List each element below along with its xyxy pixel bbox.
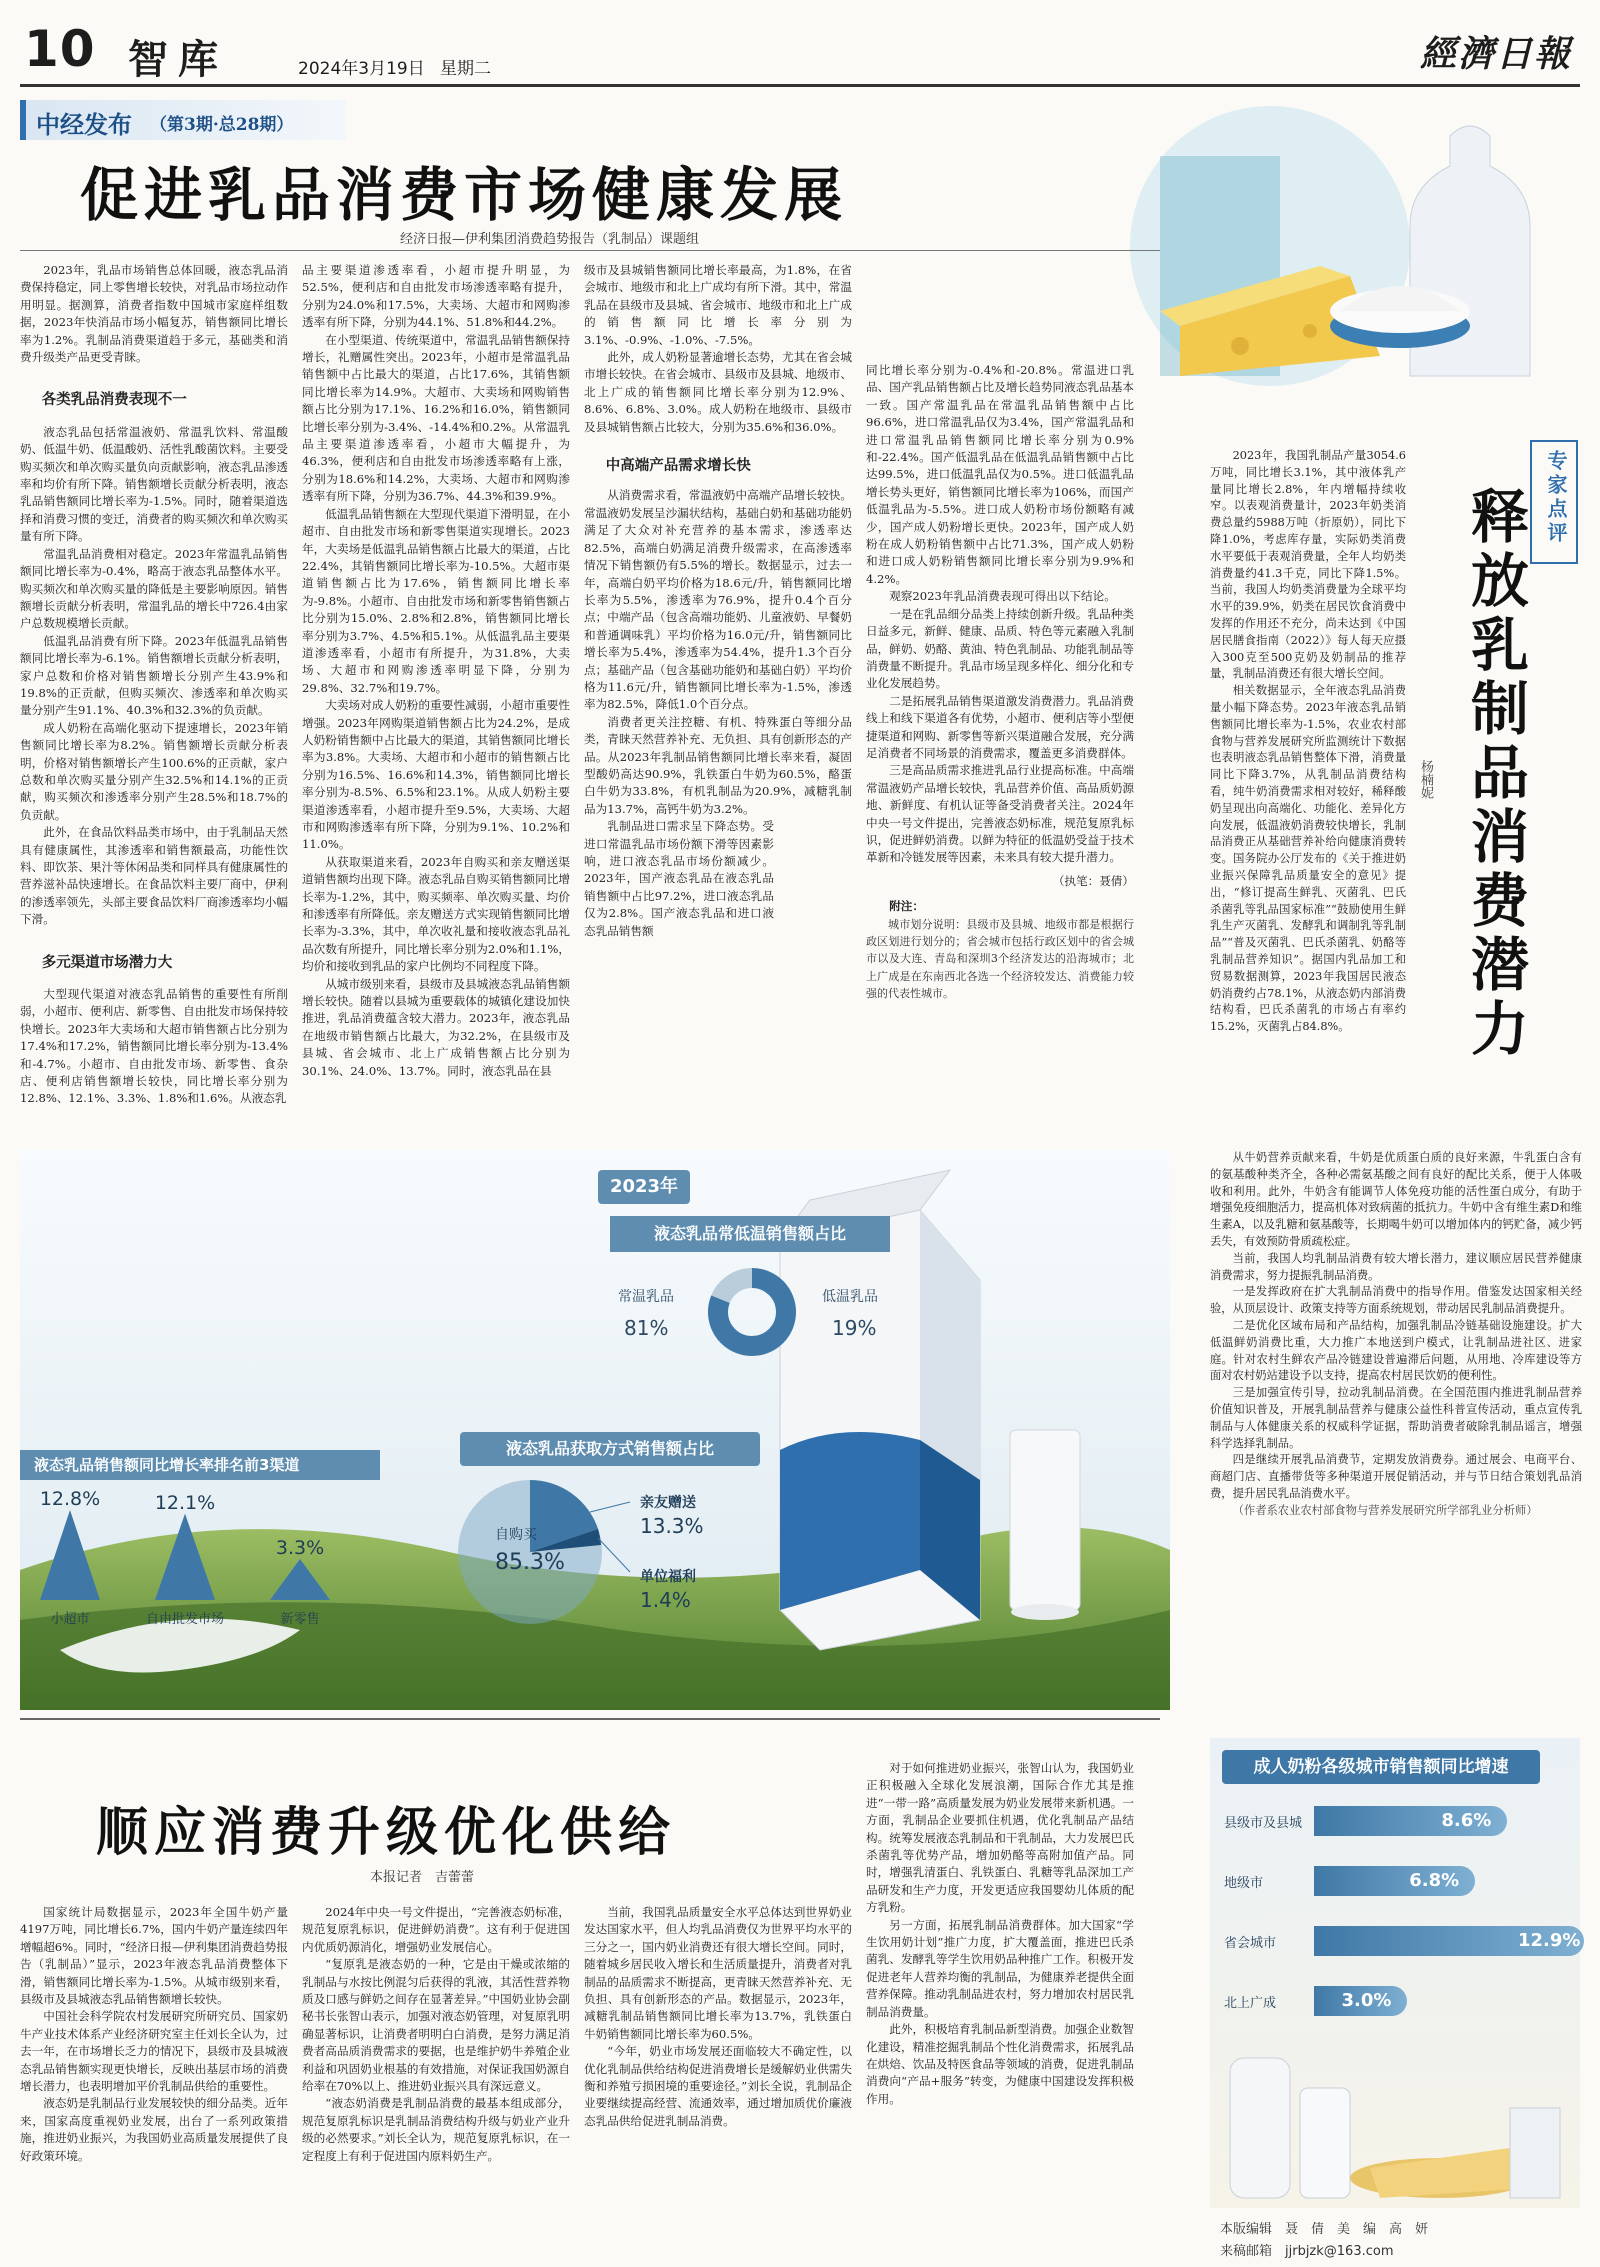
triangle-label: 小超市 xyxy=(50,1612,90,1627)
triangle-value: 12.1% xyxy=(154,1491,216,1514)
column-tag xyxy=(20,100,340,140)
bottom-p2: 中国社会科学院农村发展研究所研究员、国家奶牛产业技术体系产业经济研究室主任刘长全认为，过去一年，在市场增长乏力的情况下，县级市及县城液态乳品销售额实现更快增长，反映出基层市场的消费增长潜力，也表明增加平价乳制品供给的重要性。 xyxy=(20,2009,288,2094)
lead-p4: 成人奶粉在高端化驱动下提速增长，2023年销售额同比增长率为8.2%。销售额增长贡献分析表明，价格对销售额增长产生100.6%的正贡献，家户总数和单次购买量分别产生32.5%和14.1%的正贡献，购买频次和渗透率分别产生28.5%和18.7%的负贡献。 xyxy=(20,720,288,822)
donut-card xyxy=(610,1216,890,1406)
bottom-p5: “复原乳是液态奶的一种，它是由干燥或浓缩的乳制品与水按比例混匀后获得的乳液，其活性营养物质及口感与鲜奶之间存在显著差异。”中国奶业协会副秘书长张智山表示，加强对液态奶管理，对复原乳明确显著标识，让消费者明明白白消费，是努力满足消费者高品质消费需求的要据，也是维护奶牛养殖企业利益和巩固奶业根基的有效措施，对保证我国奶源自给率在70%以上、推进奶业振兴具有深远意义。 xyxy=(302,1957,570,2094)
bottom-title: 顺应消费升级优化供给 xyxy=(96,1802,677,1863)
lead-p6: 大型现代渠道对液态乳品销售的重要性有所削弱，小超市、便利店、新零售、自由批发市场保持较快增长。2023年大卖场和大超市销售额占比分别为17.4%和17.2%，销售额同比增长率分别为-13.4%和-4.7%。小超市、自由批发市场、新零售、食杂店、便利店销售额增长较快，同比增长率分别为12.8%、12.1%、3.3%、1.8%和1.6%。从液态乳 xyxy=(20,987,288,1106)
lead-intro: 2023年，乳品市场销售总体回暖，液态乳品消费保持稳定，同上零售增长较快，对乳品市场拉动作用明显。据测算，消费者指数中国城市家庭样组数据，2023年快消品市场小幅复苏，销售额同比增长率为1.2%。乳制品消费渠道趋于多元，基础类和消费升级类产品更受青睐。 xyxy=(20,263,288,365)
triangle-value: 3.3% xyxy=(275,1536,325,1559)
bottom-p3: 液态奶是乳制品行业发展较快的细分品类。近年来，国家高度重视奶业发展，出台了一系列政策措施，推进奶业振兴，为我国奶业高质量发展提供了良好政策环境。 xyxy=(20,2096,288,2163)
note-title: 附注： xyxy=(889,899,924,914)
lead-p21: 二是拓展乳品销售渠道激发消费潜力。乳品消费线上和线下渠道各有优势，小超市、便利店等小型便捷渠道和网购、新零售等新兴渠道融合发展，充分满足消费者不同场景的消费需求，覆盖更多消费群体。 xyxy=(866,693,1134,760)
acquire-self-label: 自购买 xyxy=(495,1527,537,1543)
acquire-gift-value: 13.3% xyxy=(640,1514,704,1538)
issue-weekday: 星期二 xyxy=(440,59,491,79)
lead-p20: 一是在乳品细分品类上持续创新升级。乳品种类日益多元，新鲜、健康、品质、特色等元素融入乳制品，鲜奶、奶酪、黄油、特色乳制品、功能乳制品等消费量不断提升。乳品市场呈现多样化、细分化和专业化发展趋势。 xyxy=(866,606,1134,691)
masthead xyxy=(0,0,1600,92)
bottom-byline: 本报记者 吉蕾蕾 xyxy=(370,1870,475,1885)
triangle-title: 液态乳品销售额同比增长率排名前3渠道 xyxy=(20,1450,380,1480)
bottom-p9: 对于如何推进奶业振兴，张智山认为，我国奶业正积极融入全球化发展浪潮，国际合作尤其是推进“一带一路”高质量发展为奶业发展带来新机遇。一方面，乳制品企业要抓住机遇，优化乳制品产品结构。统筹发展液态乳制品和干乳制品，大力发展巴氏杀菌乳等优势产品，增加奶酪等高附加值产品。同时，增强乳清蛋白、乳铁蛋白、乳糖等乳品深加工产品研发和生产力度，开发更适应我国婴幼儿体质的配方乳粉。 xyxy=(866,1761,1134,1915)
section-name: 智库 xyxy=(128,36,228,83)
side-p8: 四是继续开展乳品消费节，定期发放消费券。通过展会、电商平台、商超门店、直播带货等多种渠道开展促销活动，并与节日结合策划乳品消费，提升居民乳品消费水平。 xyxy=(1210,1453,1582,1500)
subhead-categories: 各类乳品消费表现不一 xyxy=(41,392,187,409)
side-p1: 2023年，我国乳制品产量3054.6万吨，同比增长3.1%，其中液体乳产量同比增长2.8%，年内增幅持续收窄。以表观消费量计，2023年奶类消费总量约5988万吨（折原奶），同比下降1.0%，考虑库存量，实际奶类消费水平要低于表观消费量，全年人均奶类消费量约41.3千克，同比下降1.5%。当前，我国人均奶类消费量为全球平均水平的39.9%，奶类在居民饮食消费中发挥的作用还不充分，尚未达到《中国居民膳食指南（2022）》每人每天应摄入300克至500克奶及奶制品的推荐量，乳制品消费还有很大增长空间。 xyxy=(1210,449,1406,681)
acquire-welfare-label: 单位福利 xyxy=(640,1569,696,1585)
lead-p19: 观察2023年乳品消费表现可得出以下结论。 xyxy=(889,589,1116,604)
triangle-card xyxy=(20,1450,380,1640)
lead-p5: 此外，在食品饮料品类市场中，由于乳制品天然具有健康属性，其渗透率和销售额最高，功能性饮料、即饮茶、果汁等休闲品类和同样具有健康属性的营养滋补品快速增长。在食品饮料主要厂商中，伊利的渗透率领先，头部主要食品饮料厂商渗透率均小幅下滑。 xyxy=(20,825,288,927)
triangle-item xyxy=(250,1490,350,1640)
year-badge xyxy=(598,1170,690,1204)
city-bar-label: 北上广成 xyxy=(1224,1996,1277,2011)
bottom-column-2 xyxy=(302,1904,570,2244)
donut-right-label: 低温乳品 xyxy=(822,1289,878,1305)
city-bar-card xyxy=(1210,1738,1580,2208)
newspaper-logo: 經濟日報 xyxy=(1420,33,1573,75)
column-tag-name: 中经发布 xyxy=(36,110,132,139)
bottom-section-rule xyxy=(20,1718,1160,1720)
bottom-p7: 当前，我国乳品质量安全水平总体达到世界奶业发达国家水平，但人均乳品消费仅为世界平均水平的三分之一，国内奶业消费还有很大增长空间。同时，随着城乡居民收入增长和生活质量提升，消费者对乳制品的品质需求不断提高，更青睐天然营养补充、无负担、具有创新形态的产品。数据显示，2023年，减糖乳制品销售额同比增长率为13.7%，乳铁蛋白牛奶销售额同比增长率为60.5%。 xyxy=(584,1905,852,2041)
lead-title: 促进乳品消费市场健康发展 xyxy=(80,161,849,229)
lead-column-2 xyxy=(302,262,570,1078)
acquire-title: 液态乳品获取方式销售额占比 xyxy=(460,1432,760,1466)
lead-p18: 同比增长率分别为-0.4%和-20.8%。常温进口乳品、国产乳品销售额占比及增长趋势同液态乳品基本一致。国产常温乳品在常温乳品销售额中占比96.6%，进口常温乳品仅为3.4%，国产常温乳品和进口常温乳品销售额同比增长率分别为0.9%和-22.4%。国产低温乳品在低温乳品销售额中占比达99.5%，进口低温乳品仅为0.5%。进口低温乳品增长势头更好，销售额同比增长率为106%，而国产低温乳品为-5.5%。进口成人奶粉市场份额略有减少，国产成人奶粉增长更快。2023年，国产成人奶粉在成人奶粉销售额中占比71.3%，国产成人奶粉和进口成人奶粉销售额同比增长率分别为9.9%和4.2%。 xyxy=(866,363,1134,586)
lead-column-3 xyxy=(584,262,852,1162)
side-kicker-box xyxy=(1530,440,1578,564)
acquire-gift-label: 亲友赠送 xyxy=(640,1495,696,1511)
city-bar-value: 8.6% xyxy=(1441,1810,1492,1831)
dairy-products-illustration xyxy=(1210,2038,1580,2208)
lead-p10: 大卖场对成人奶粉的重要性减弱，小超市重要性增强。2023年网购渠道销售额占比为24.2%，是成人奶粉销售额中占比最大的渠道，其销售额同比增长率为3.8%。大卖场、大超市和小超市的销售额占比分别为16.5%、16.6%和14.3%，销售额同比增长率分别为-8.5%、6.5%和23.1%。从成人奶粉主要渠道渗透率看，小超市提升至9.5%，大卖场、大超市和网购渗透率有所下降，分别为9.1%、10.2%和11.0%。 xyxy=(302,698,570,852)
triangle-shape xyxy=(155,1514,215,1600)
footer-email: 来稿邮箱 jjrbjzk@163.com xyxy=(1220,2244,1394,2259)
lead-p2: 常温乳品消费相对稳定。2023年常温乳品销售额同比增长率为-0.4%，略高于液态乳品整体水平。购买频次和单次购买量的降低是主要影响原因。销售额增长贡献分析表明，常温乳品的增长中726.4由家户总数规模增长贡献。 xyxy=(20,546,288,631)
side-author: 杨楠妮 xyxy=(1418,760,1433,799)
acquire-welfare-value: 1.4% xyxy=(640,1588,691,1612)
subhead-highend: 中高端产品需求增长快 xyxy=(605,458,751,475)
page-number: 10 xyxy=(24,20,96,78)
acquire-card xyxy=(440,1432,820,1632)
lead-p22: 三是高品质需求推进乳品行业提高标准。中高端常温液奶产品增长较快，乳品营养价值、高品质奶源地、新鲜度、有机认证等备受消费者关注。2024年中央一号文件提出，完善液态奶标准，规范复原乳标识，促进鲜奶消费。以鲜为特征的低温奶受益于技术革新和冷链发展等因素，未来具有较大提升潜力。 xyxy=(866,763,1134,865)
side-p2: 相关数据显示，全年液态乳品消费量小幅下降态势。2023年液态乳品销售额同比增长率为-1.5%，农业农村部食物与营养发展研究所监测统计下数据也表明液态乳品销售整体下滑，消费量同比下降3.7%，从乳制品消费结构看，纯牛奶消费需求相对较好，稀释酸奶呈现出向高端化、功能化、差异化方向发展，低温液奶消费较快增长，乳制品消费正从基础营养补给向健康消费转变。国务院办公厅发布的《关于推进奶业振兴保障乳品质量安全的意见》提出，“修订提高生鲜乳、灭菌乳、巴氏杀菌乳等乳品国家标准”“鼓励使用生鲜乳生产灭菌乳、发酵乳和调制乳等乳制品”“普及灭菌乳、巴氏杀菌乳、奶酪等乳制品营养知识”。据国内乳品加工和贸易数据测算，2023年我国居民液态奶消费约占78.1%，从液态奶内部消费结构看，巴氏杀菌乳的市场占有率约15.2%，灭菌乳占84.8%。 xyxy=(1210,684,1406,1034)
city-bar-value: 6.8% xyxy=(1409,1870,1460,1891)
triangle-label: 自由批发市场 xyxy=(145,1612,224,1627)
subhead-channels: 多元渠道市场潜力大 xyxy=(41,954,173,971)
year-badge-label: 2023年 xyxy=(609,1176,679,1197)
lead-column-1 xyxy=(20,262,288,1222)
triangle-shape xyxy=(270,1559,330,1600)
donut-left-value: 81% xyxy=(624,1316,669,1340)
infographic-area xyxy=(20,1150,1170,1710)
footer-editors: 本版编辑 聂 倩 美 编 高 妍 xyxy=(1220,2222,1429,2237)
bottom-p8: “今年，奶业市场发展还面临较大不确定性，以优化乳制品供给结构促进消费增长是缓解奶业供需失衡和养殖亏损困境的重要途径。”刘长全说，乳制品企业要继续提高经营、流通效率，通过增加质优价廉液态乳品供给促进乳制品消费。 xyxy=(584,2044,852,2128)
dairy-illustration xyxy=(1120,96,1580,396)
lead-p11: 从获取渠道来看，2023年自购买和亲友赠送渠道销售额均出现下降。液态乳品自购买销售额同比增长率为-1.2%，其中，购买频率、单次购买量、均价和渗透率有所降低。亲友赠送方式实现销售额同比增长率为-3.3%，其中，单次收礼量和接收液态乳品礼品次数有所提升，同比增长率分别为2.0%和1.1%，均价和接收到乳品的家户比例均不同程度下降。 xyxy=(302,854,570,974)
side-kicker: 专家点评 xyxy=(1544,450,1568,546)
city-bar-value: 3.0% xyxy=(1341,1990,1392,2011)
bottom-p1: 国家统计局数据显示，2023年全国牛奶产量4197万吨，同比增长6.7%，国内牛奶产量连续四年增幅超6%。同时，“经济日报—伊利集团消费趋势报告（乳制品）”显示，2023年液态乳品消费整体下滑，销售额同比增长率为-1.5%。从城市级别来看，县级市及县城液态乳品销售额增长较快。 xyxy=(20,1905,288,2007)
side-p3: 从牛奶营养贡献来看，牛奶是优质蛋白质的良好来源，牛乳蛋白含有的氨基酸种类齐全，各种必需氨基酸之间有良好的配比关系，便于人体吸收和利用。此外，牛奶含有能调节人体免疫功能的活性蛋白成分，有助于增强免疫细胞活力，提高机体对致病菌的抵抗力。牛奶中含有维生素D和维生素A，以及乳糖和氨基酸等，长期喝牛奶可以增加体内的钙贮备，减少钙丢失，有效预防骨质疏松症。 xyxy=(1210,1151,1582,1248)
city-bar-label: 地级市 xyxy=(1224,1876,1264,1891)
lead-p3: 低温乳品消费有所下降。2023年低温乳品销售额同比增长率为-6.1%。销售额增长贡献分析表明，家户总数和价格对销售额增长分别产生43.9%和19.8%的正贡献，但购买频次、渗透率和单次购买量分别产生91.1%、40.3%和32.3%的负贡献。 xyxy=(20,633,288,718)
side-signoff: （作者系农业农村部食物与营养发展研究所学部乳业分析师） xyxy=(1232,1503,1538,1517)
side-p4: 当前，我国人均乳制品消费有较大增长潜力，建议顺应居民营养健康消费需求，努力提振乳制品消费。 xyxy=(1210,1251,1582,1282)
lead-p16: 消费者更关注控糖、有机、特殊蛋白等细分品类，青睐天然营养补充、无负担、具有创新形态的产品。从2023年乳制品销售额同比增长率来看，凝固型酸奶高达90.9%，乳铁蛋白牛奶为60.5%，酪蛋白牛奶为33.8%，有机乳制品为20.9%，减糖乳制品为13.7%，高钙牛奶为3.2%。 xyxy=(584,714,852,816)
triangle-value: 12.8% xyxy=(39,1488,101,1510)
triangle-item xyxy=(135,1490,235,1640)
lead-p7: 品主要渠道渗透率看，小超市提升明显，为52.5%，便利店和自由批发市场渗透率略有提升，分别为24.0%和17.5%，大卖场、大超市和网购渗透率有所下降，分别为44.1%、51.8%和44.2%。 xyxy=(302,263,570,330)
side-column-top xyxy=(1210,448,1406,1148)
city-bar-label: 省会城市 xyxy=(1224,1936,1277,1951)
donut-right-value: 19% xyxy=(832,1316,877,1340)
column-tag-issue: （第3期·总28期） xyxy=(150,115,294,135)
bottom-p6: “液态奶消费是乳制品消费的最基本组成部分，规范复原乳标识是乳制品消费结构升级与奶业产业升级的必然要求。”刘长全认为，规范复原乳标识，在一定程度上有利于促进国内原料奶生产。 xyxy=(302,2096,570,2163)
bottom-p4: 2024年中央一号文件提出，“完善液态奶标准，规范复原乳标识，促进鲜奶消费”。这有利于促进国内优质奶源消化，增强奶业发展信心。 xyxy=(302,1905,570,1954)
city-bar-label: 县级市及县城 xyxy=(1224,1816,1303,1831)
lead-byline-rule xyxy=(20,250,1160,251)
lead-p13: 级市及县城销售额同比增长率最高，为1.8%，在省会城市、地级市和北上广成均有所下滑。其中，常温乳品在县级市及县城、省会城市、地级市和北上广成的销售额同比增长率分别为3.1%、-0.9%、-1.0%、-7.5%。 xyxy=(584,263,852,347)
bottom-p11: 此外，积极培育乳制品新型消费。加强企业数智化建设，精准挖掘乳制品个性化消费需求，拓展乳品在烘焙、饮品及特医食品等领域的消费，促进乳制品消费向“产品+服务”转变，为健康中国建设发挥积极作用。 xyxy=(866,2022,1134,2106)
issue-date: 2024年3月19日 xyxy=(298,59,425,79)
triangle-shape xyxy=(40,1510,100,1600)
lead-p17: 乳制品进口需求呈下降态势。受进口常温乳品市场份额下滑等因素影响，进口液态乳品市场份额减少。2023年，国产液态乳品在液态乳品销售额中占比97.2%，进口液态乳品仅为2.8%。国产液态乳品和进口液态乳品销售额 xyxy=(584,819,774,938)
bottom-column-3 xyxy=(584,1904,852,2244)
bottom-p10: 另一方面，拓展乳制品消费群体。加大国家“学生饮用奶计划”推广力度，扩大覆盖面，推进巴氏杀菌乳、发酵乳等学生饮用奶品种推广工作。积极开发促进老年人营养均衡的乳制品，为健康养老提供全面营养保障。推动乳制品进农村，努力增加农村居民乳制品消费量。 xyxy=(866,1917,1134,2019)
side-column-full xyxy=(1210,1150,1582,1728)
donut-chart xyxy=(704,1264,800,1360)
lead-p15: 从消费需求看，常温液奶中高端产品增长较快。常温液奶发展呈沙漏状结构，基础白奶和基础功能奶满足了大众对补充营养的基本需求，渗透率达82.5%，高端白奶满足消费升级需求，在高渗透率情况下销售额仍有5.5%的增长。数据显示，过去一年，高端白奶平均价格为18.6元/升，销售额同比增长率为5.5%，渗透率为76.9%，提升0.4个百分点；中端产品（包含高端功能奶、儿童液奶、早餐奶和普通调味乳）平均价格为16.0元/升，销售额同比增长率为5.4%，渗透率为54.4%，提升1.3个百分点；基础产品（包含基础功能奶和基础白奶）平均价格为11.6元/升，销售额同比增长率为-1.5%，渗透率为82.5%，降低1.0个百分点。 xyxy=(584,488,852,712)
lead-p1: 液态乳品包括常温液奶、常温乳饮料、常温酸奶、低温牛奶、低温酸奶、活性乳酸菌饮料。主要受购买频次和单次购买量负向贡献影响，液态乳品渗透率和均价有所下降。销售额增长贡献分析表明，液态乳品销售额同比增长率为-1.5%。同时，随着渠道选择和消费习惯的变迁，消费者的购买频次和单次购买量有所下降。 xyxy=(20,424,288,544)
side-p5: 一是发挥政府在扩大乳制品消费中的指导作用。借鉴发达国家相关经验，从顶层设计、政策支持等方面系统规划，带动居民乳制品消费提升。 xyxy=(1210,1285,1582,1316)
city-bar-title: 成人奶粉各级城市销售额同比增速 xyxy=(1222,1750,1540,1784)
note-text: 城市划分说明：县级市及县城、地级市都是根据行政区划进行划分的；省会城市包括行政区划中的省会城市以及大连、青岛和深圳3个经济发达的沿海城市；北上广成是在东南西北各选一个经济较发达、消费能力较强的代表性城市。 xyxy=(866,917,1134,1001)
triangle-label: 新零售 xyxy=(280,1612,320,1627)
lead-p14: 此外，成人奶粉显著逾增长态势，尤其在省会城市增长较快。在省会城市、县级市及县城、地级市、北上广成的销售额同比增长率分别为12.9%、8.6%、6.8%、3.0%。成人奶粉在地级市、县级市及县城销售额占比较大，分别为35.6%和36.0%。 xyxy=(584,350,852,434)
lead-column-4 xyxy=(866,362,1134,1242)
side-title: 释放乳制品消费潜力 xyxy=(1461,486,1529,1062)
side-p7: 三是加强宣传引导，拉动乳制品消费。在全国范围内推进乳制品营养价值知识普及，开展乳制品营养与健康公益性科普宣传活动，重点宣传乳制品与人体健康关系的权威科学证据，帮助消费者破除乳制品谣言，增强科学选择乳制品。 xyxy=(1210,1386,1582,1450)
lead-p12: 从城市级别来看，县级市及县城液态乳品销售额增长较快。随着以县城为重要载体的城镇化建设加快推进，乳品消费蕴含较大潜力。2023年，液态乳品在地级市销售额占比最大，为32.2%，在县级市及县城、省会城市、北上广成销售额占比分别为30.1%、24.0%、13.7%。同时，液态乳品在县 xyxy=(302,976,570,1078)
acquire-self-value: 85.3% xyxy=(495,1550,565,1575)
masthead-rule xyxy=(20,84,1580,87)
donut-left-label: 常温乳品 xyxy=(618,1289,674,1305)
bottom-column-4 xyxy=(866,1760,1134,2244)
lead-p9: 低温乳品销售额在大型现代渠道下滑明显，在小超市、自由批发市场和新零售渠道实现增长。2023年，大卖场是低温乳品销售额占比最大的渠道，占比22.4%，其销售额同比增长率为-10.5%。大超市渠道销售额占比为17.6%，销售额同比增长率为-9.8%。小超市、自由批发市场和新零售销售额占比分别为15.0%、2.8%和2.8%，销售额同比增长率分别为3.7%、4.5%和5.1%。从低温乳品主要渠道渗透率看，小超市有所提升，为31.8%，大卖场、大超市和网购渗透率明显下降，分别为29.8%、32.7%和19.7%。 xyxy=(302,506,570,695)
lead-p8: 在小型渠道、传统渠道中，常温乳品销售额保持增长，礼赠属性突出。2023年，小超市是常温乳品销售额中占比最大的渠道，占比17.6%，其销售额同比增长率为14.9%。大超市、大卖场和网购销售额占比分别为17.1%、16.2%和16.0%，销售额同比增长率分别为-3.4%、-14.4%和0.2%。从常温乳品主要渠道渗透率看，小超市大幅提升，为46.3%，便利店和自由批发市场渗透率略有上涨，分别为18.6%和14.2%，大卖场、大超市和网购渗透率有所下降，分别为36.7%、44.3%和39.9%。 xyxy=(302,332,570,504)
bottom-column-1 xyxy=(20,1904,288,2244)
donut-title: 液态乳品常低温销售额占比 xyxy=(610,1216,890,1252)
triangle-item xyxy=(20,1490,120,1640)
lead-byline: 经济日报—伊利集团消费趋势报告（乳制品）课题组 xyxy=(400,232,700,247)
side-p6: 二是优化区域布局和产品结构，加强乳制品冷链基础设施建设。扩大低温鲜奶消费比重，大力推广本地送到户模式，让乳制品进社区、进家庭。针对农村生鲜农产品冷链建设普遍滞后问题，从用地、冷库建设等方面对农村奶站建设予以支持，提高农村居民饮奶的便利性。 xyxy=(1210,1318,1582,1383)
lead-writer: （执笔：聂倩） xyxy=(1052,873,1134,888)
city-bar-value: 12.9% xyxy=(1518,1930,1581,1951)
